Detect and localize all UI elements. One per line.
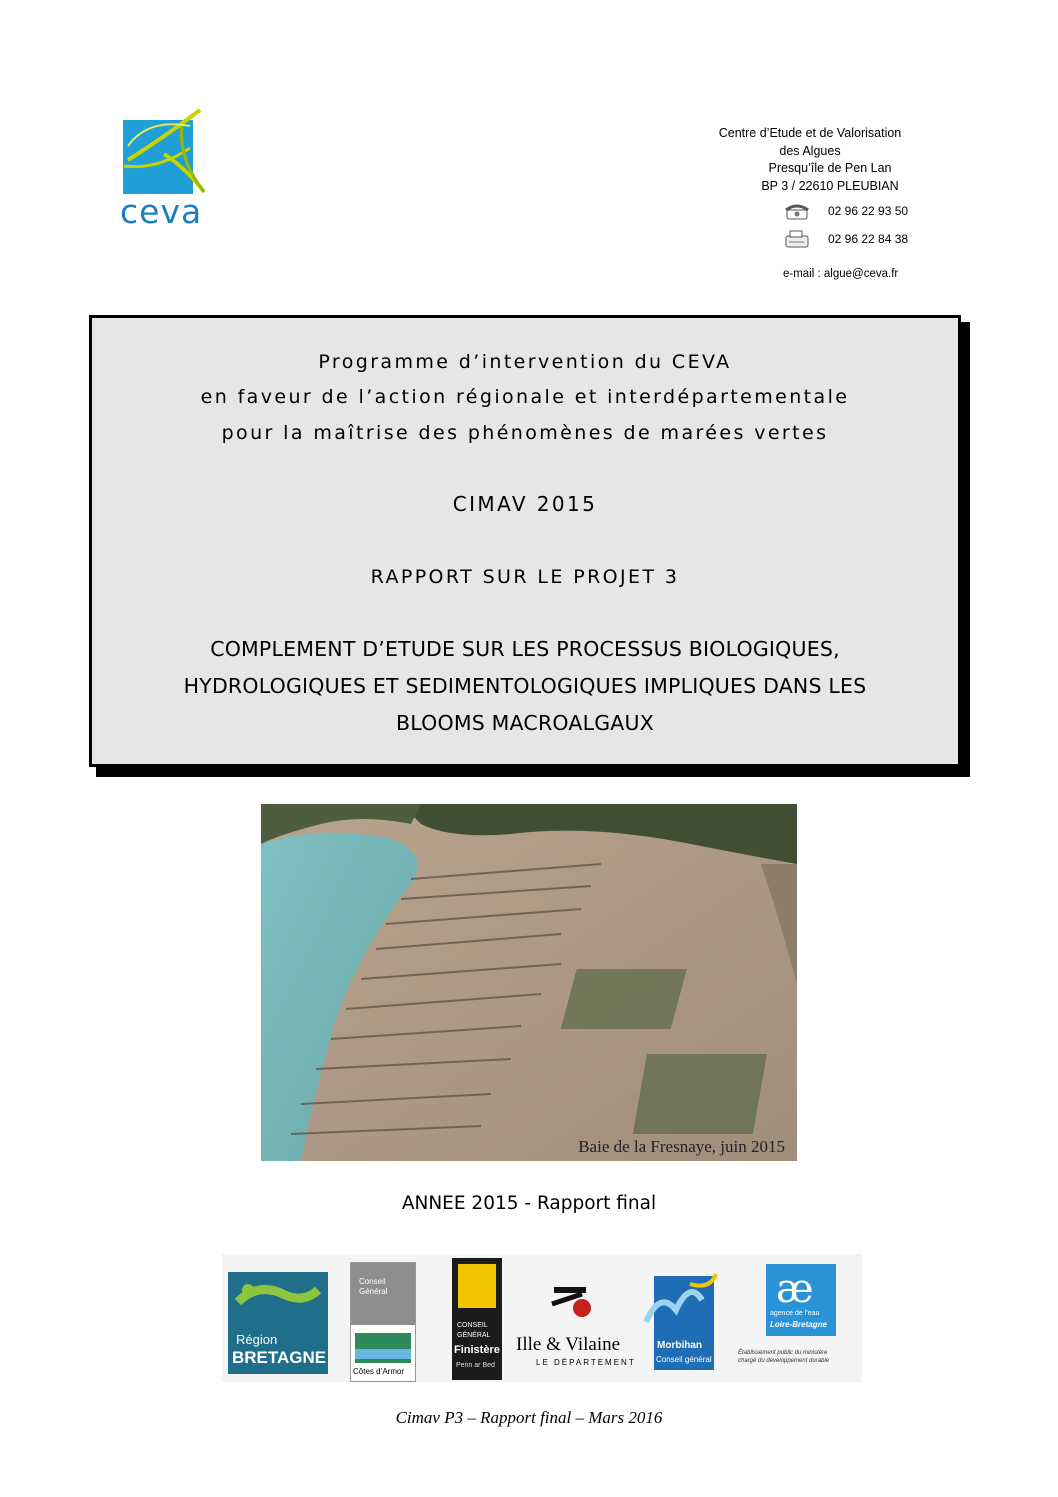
region-bretagne-logo <box>228 1272 328 1374</box>
email: e-mail : algue@ceva.fr <box>783 268 899 280</box>
year-line: ANNEE 2015 - Rapport final <box>401 1193 657 1214</box>
aerial-photo <box>261 804 797 1161</box>
agence-eau-label: agence de l’eau <box>770 1310 820 1317</box>
phone-row <box>784 202 909 223</box>
finistere-breton: Penn ar Bed <box>456 1362 495 1369</box>
subject-line: COMPLEMENT D’ETUDE SUR LES PROCESSUS BIOLOGIQUES, <box>210 637 840 661</box>
address-block <box>680 125 940 195</box>
ceva-logo <box>118 108 208 231</box>
finistere-logo <box>452 1258 502 1380</box>
cotes-conseil: Conseil <box>359 1277 386 1286</box>
region-bretagne-emblem <box>228 1272 328 1332</box>
finistere-shield-icon <box>458 1264 496 1308</box>
fax-number: 02 96 22 84 38 <box>828 232 909 246</box>
address-line: des Algues <box>779 143 841 158</box>
address-line: Centre d’Etude et de Valorisation <box>718 126 902 140</box>
morbihan-label: Morbihan <box>657 1340 702 1351</box>
ille-vilaine-logo <box>516 1284 641 1374</box>
agence-eau-sub1: Établissement public du ministère <box>738 1350 828 1356</box>
finistere-label: Finistère <box>454 1344 500 1356</box>
ille-vilaine-dept: LE DÉPARTEMENT <box>536 1358 636 1367</box>
fax-row <box>784 230 909 251</box>
finistere-general: GÉNÉRAL <box>457 1332 491 1339</box>
address-line: Presqu’île de Pen Lan <box>768 161 892 175</box>
ceva-logo-text: ceva <box>120 192 203 231</box>
morbihan-logo <box>654 1276 714 1370</box>
ille-vilaine-label: Ille & Vilaine <box>516 1334 621 1355</box>
region-label: Région <box>236 1332 278 1347</box>
subject-line: BLOOMS MACROALGAUX <box>396 711 654 735</box>
phone-number: 02 96 22 93 50 <box>828 204 909 218</box>
report-title: RAPPORT SUR LE PROJET 3 <box>370 566 680 588</box>
cimav-title: CIMAV 2015 <box>452 492 598 516</box>
program-line: pour la maîtrise des phénomènes de marées vertes <box>221 422 829 444</box>
agence-eau-logo <box>734 1264 854 1376</box>
agence-eau-sub2: chargé du développement durable <box>738 1358 830 1364</box>
telephone-icon <box>784 202 810 220</box>
photo-caption: Baie de la Fresnaye, juin 2015 <box>578 1137 785 1156</box>
cotes-armor-label: Côtes d’Armor <box>353 1367 405 1376</box>
morbihan-conseil: Conseil général <box>656 1355 712 1364</box>
program-line: Programme d’intervention du CEVA <box>318 351 732 373</box>
title-box <box>89 315 961 767</box>
program-line: en faveur de l’action régionale et interdépartementale <box>200 386 850 408</box>
cotes-general: Général <box>359 1287 388 1296</box>
bretagne-label: BRETAGNE <box>232 1348 327 1367</box>
ille-vilaine-emblem <box>546 1284 606 1334</box>
subject-line: HYDROLOGIQUES ET SEDIMENTOLOGIQUES IMPLIQUES DANS LES <box>183 674 867 698</box>
agence-eau-loire: Loire-Bretagne <box>770 1320 827 1329</box>
finistere-conseil: CONSEIL <box>457 1322 488 1329</box>
address-line: BP 3 / 22610 PLEUBIAN <box>761 178 899 193</box>
cotes-armor-logo <box>350 1262 416 1382</box>
morbihan-emblem <box>640 1270 720 1330</box>
agence-eau-emblem-icon: æ <box>766 1264 836 1336</box>
partner-logos <box>222 1254 862 1382</box>
fax-icon <box>784 230 810 248</box>
aerial-photo-image <box>261 804 797 1161</box>
page-footer: Cimav P3 – Rapport final – Mars 2016 <box>395 1408 663 1427</box>
